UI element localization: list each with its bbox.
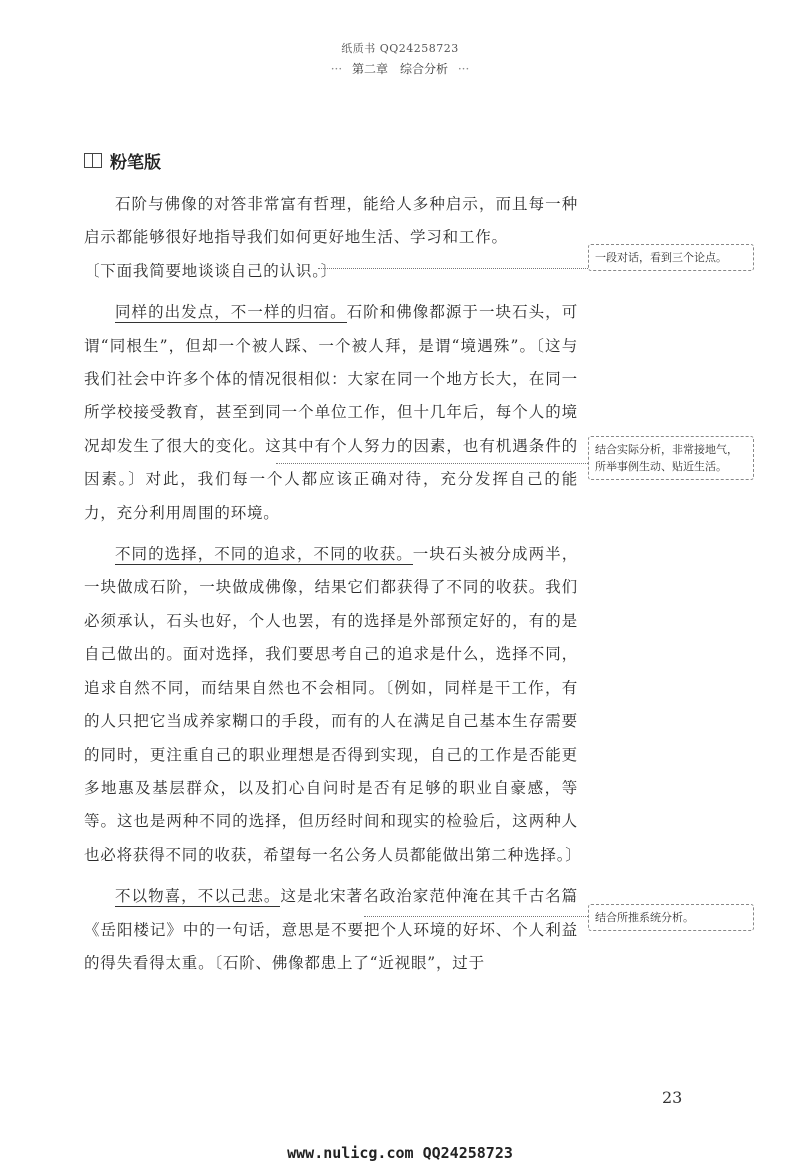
p3-bracket-text: 〔例如，同样是干工作，有的人只把它当成养家糊口的手段，而有的人在满足自己基本生存需要的同时，更注重自己的职业理想是否得到实现，自己的工作是否能更多地惠及基层群众，以及扪心自问时是否有足够的职业自豪感，等等。这也是两种不同的选择，但历经时间和现实的检验后，这两种人也必将获得不同的收获，希望每一名公务人员都能做出第二种选择。〕 <box>84 678 582 864</box>
chapter-left-dots: ··· <box>330 62 343 76</box>
note-1-leader <box>318 268 588 269</box>
paragraph-1-bracket <box>84 255 578 288</box>
section-heading <box>84 148 161 173</box>
page-number: 23 <box>662 1088 683 1107</box>
p2-bracket-text: 〔这与我们社会中许多个体的情况很相似：大家在同一个地方长大，在同一所学校接受教育，甚至到同一个单位工作，但十几年后，每个人的境况却发生了很大的变化。这其中有个人努力的因素，也有机遇条件的因素。〕 <box>84 336 578 489</box>
p2-thesis: 同样的出发点，不一样的归宿。 <box>115 303 347 322</box>
note-3-leader <box>364 916 588 917</box>
essay-body <box>84 188 582 980</box>
chapter-right-dots: ··· <box>457 62 470 76</box>
margin-note-1: 一段对话，看到三个论点。 <box>588 244 754 271</box>
header-top-line: 纸质书 QQ24258723 <box>341 42 459 55</box>
paragraph-4 <box>84 880 578 980</box>
p3-text: 一块石头被分成两半，一块做成石阶，一块做成佛像，结果它们都获得了不同的收获。我们必须承认，石头也好，个人也罢，有的选择是外部预定好的，有的是自己做出的。面对选择，我们要思考自己的追求是什么，选择不同，追求自然不同，而结果自然也不会相同。 <box>84 545 578 697</box>
paragraph-3 <box>84 538 582 872</box>
margin-note-2: 结合实际分析，非常接地气，所举事例生动、贴近生活。 <box>588 436 754 480</box>
p1-text: 石阶与佛像的对答非常富有哲理，能给人多种启示，而且每一种启示都能够很好地指导我们如何更好地生活、学习和工作。 <box>84 195 578 247</box>
note-2-leader <box>276 463 588 464</box>
p4-thesis: 不以物喜，不以己悲。 <box>115 887 281 906</box>
chapter-text: 第二章 综合分析 <box>351 62 448 76</box>
footer-watermark: www.nulicg.com QQ24258723 <box>287 1144 513 1162</box>
p2-text: 石阶和佛像都源于一块石头，可谓“同根生”，但却一个被人踩、一个被人拜，是谓“境遇殊”。 <box>84 303 579 355</box>
running-header <box>0 40 800 77</box>
p1-bracket-text: 〔下面我简要地谈谈自己的认识。〕 <box>84 261 338 280</box>
section-title: 粉笔版 <box>110 153 161 173</box>
margin-note-3: 结合所推系统分析。 <box>588 904 754 931</box>
p3-thesis: 不同的选择，不同的追求，不同的收获。 <box>115 545 413 564</box>
p4-bracket-text: 〔石阶、佛像都患上了“近视眼”，过于 <box>214 953 485 972</box>
chapter-title <box>0 60 800 77</box>
paragraph-1 <box>84 188 578 255</box>
book-icon <box>84 153 102 168</box>
p4-text: 这是北宋著名政治家范仲淹在其千古名篇《岳阳楼记》中的一句话，意思是不要把个人环境的好坏、个人利益的得失看得太重。 <box>84 887 578 972</box>
paragraph-2 <box>84 296 578 530</box>
p2-tail: 对此，我们每一个人都应该正确对待，充分发挥自己的能力，充分利用周围的环境。 <box>84 470 578 522</box>
